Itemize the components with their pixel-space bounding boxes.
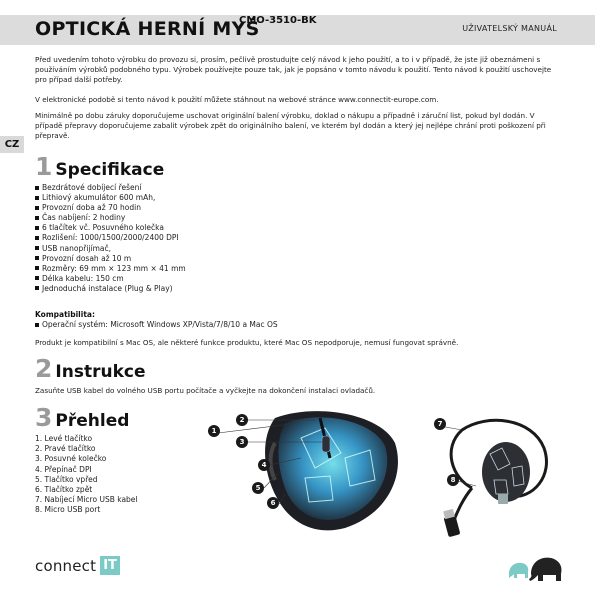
list-item: Provozní dosah až 10 m <box>35 254 186 264</box>
compat-note: Produkt je kompatibilní s Mac OS, ale některé funkce produktu, které Mac OS nepodporuje, nemusí fungovat správně. <box>35 338 459 347</box>
list-item: 3. Posuvné kolečko <box>35 454 107 464</box>
list-item: 2. Pravé tlačítko <box>35 444 96 454</box>
callout-3: 3 <box>236 436 248 448</box>
cable-illustration <box>432 408 562 538</box>
list-item: Bezdrátové dobíjecí řešení <box>35 183 186 193</box>
list-item: Čas nabíjení: 2 hodiny <box>35 213 186 223</box>
callout-2: 2 <box>236 414 248 426</box>
intro-paragraph-2: V elektronické podobě si tento návod k použití můžete stáhnout na webové stránce www.connectit-europe.com. <box>35 95 439 104</box>
compat-heading: Kompatibilita: <box>35 310 95 319</box>
model-number: CMO-3510-BK <box>239 15 317 26</box>
callout-8: 8 <box>447 474 459 486</box>
list-item: 6 tlačítek vč. Posuvného kolečka <box>35 223 186 233</box>
section-title: Specifikace <box>55 160 165 180</box>
section-number: 1 <box>35 152 53 181</box>
list-item: Lithiový akumulátor 600 mAh, <box>35 193 186 203</box>
section-install-heading <box>35 354 145 383</box>
list-item: Délka kabelu: 150 cm <box>35 274 186 284</box>
overview-list <box>35 434 138 516</box>
intro-paragraph-3: Minimálně po dobu záruky doporučujeme uschovat originální balení výrobku, doklad o nákupu a případně i záruční list, pokud byl dodán. V případě přepravy doporučujeme zabalit výrobek zpět do originálního balení, ve kterém byl dodán a který jej nejlépe chrání proti poškození při přepravě. <box>35 111 546 140</box>
section-overview-heading <box>35 403 129 432</box>
manual-label: UŽIVATELSKÝ MANUÁL <box>462 24 557 33</box>
elephant-icon <box>505 552 565 582</box>
callout-7: 7 <box>434 418 446 430</box>
list-item: Rozlišení: 1000/1500/2000/2400 DPI <box>35 233 186 243</box>
section-number: 2 <box>35 354 53 383</box>
brand-logo <box>35 556 120 575</box>
list-item: 5. Tlačítko vpřed <box>35 474 98 484</box>
list-item: Rozměry: 69 mm × 123 mm × 41 mm <box>35 264 186 274</box>
compat-list <box>35 320 278 330</box>
callout-1: 1 <box>208 425 220 437</box>
section-title: Přehled <box>55 411 130 431</box>
list-item: 7. Nabíjecí Micro USB kabel <box>35 495 138 505</box>
brand-name: connect <box>35 556 97 575</box>
list-item: 6. Tlačítko zpět <box>35 485 93 495</box>
intro-paragraph-1: Před uvedením tohoto výrobku do provozu si, prosím, pečlivě prostudujte celý návod k jeho použití, a to i v případě, že jste již obeznámeni s používáním výrobků podobného typu. Výrobek používejte pouze tak, jak je popsáno v tomto návodu k použití. Tento návod k použití uschovejte pro případ další potřeby. <box>35 55 552 84</box>
page-title: OPTICKÁ HERNÍ MYŠ <box>35 18 260 40</box>
section-title: Instrukce <box>55 362 146 382</box>
list-item: Provozní doba až 70 hodin <box>35 203 186 213</box>
brand-box: IT <box>100 556 120 575</box>
spec-list <box>35 183 186 294</box>
list-item: USB nanopřijímač, <box>35 244 186 254</box>
section-spec-heading <box>35 152 164 181</box>
language-tab: CZ <box>0 136 24 153</box>
callout-4: 4 <box>258 459 270 471</box>
callout-6: 6 <box>267 497 279 509</box>
list-item: 1. Levé tlačítko <box>35 434 93 443</box>
list-item: Operační systém: Microsoft Windows XP/Vista/7/8/10 a Mac OS <box>35 320 278 330</box>
install-text: Zasuňte USB kabel do volného USB portu počítače a vyčkejte na dokončení instalaci ovladačů. <box>35 386 376 395</box>
list-item: Jednoduchá instalace (Plug & Play) <box>35 284 186 294</box>
section-number: 3 <box>35 403 53 432</box>
callout-5: 5 <box>252 482 264 494</box>
list-item: 4. Přepínač DPI <box>35 464 92 474</box>
list-item: 8. Micro USB port <box>35 505 101 515</box>
